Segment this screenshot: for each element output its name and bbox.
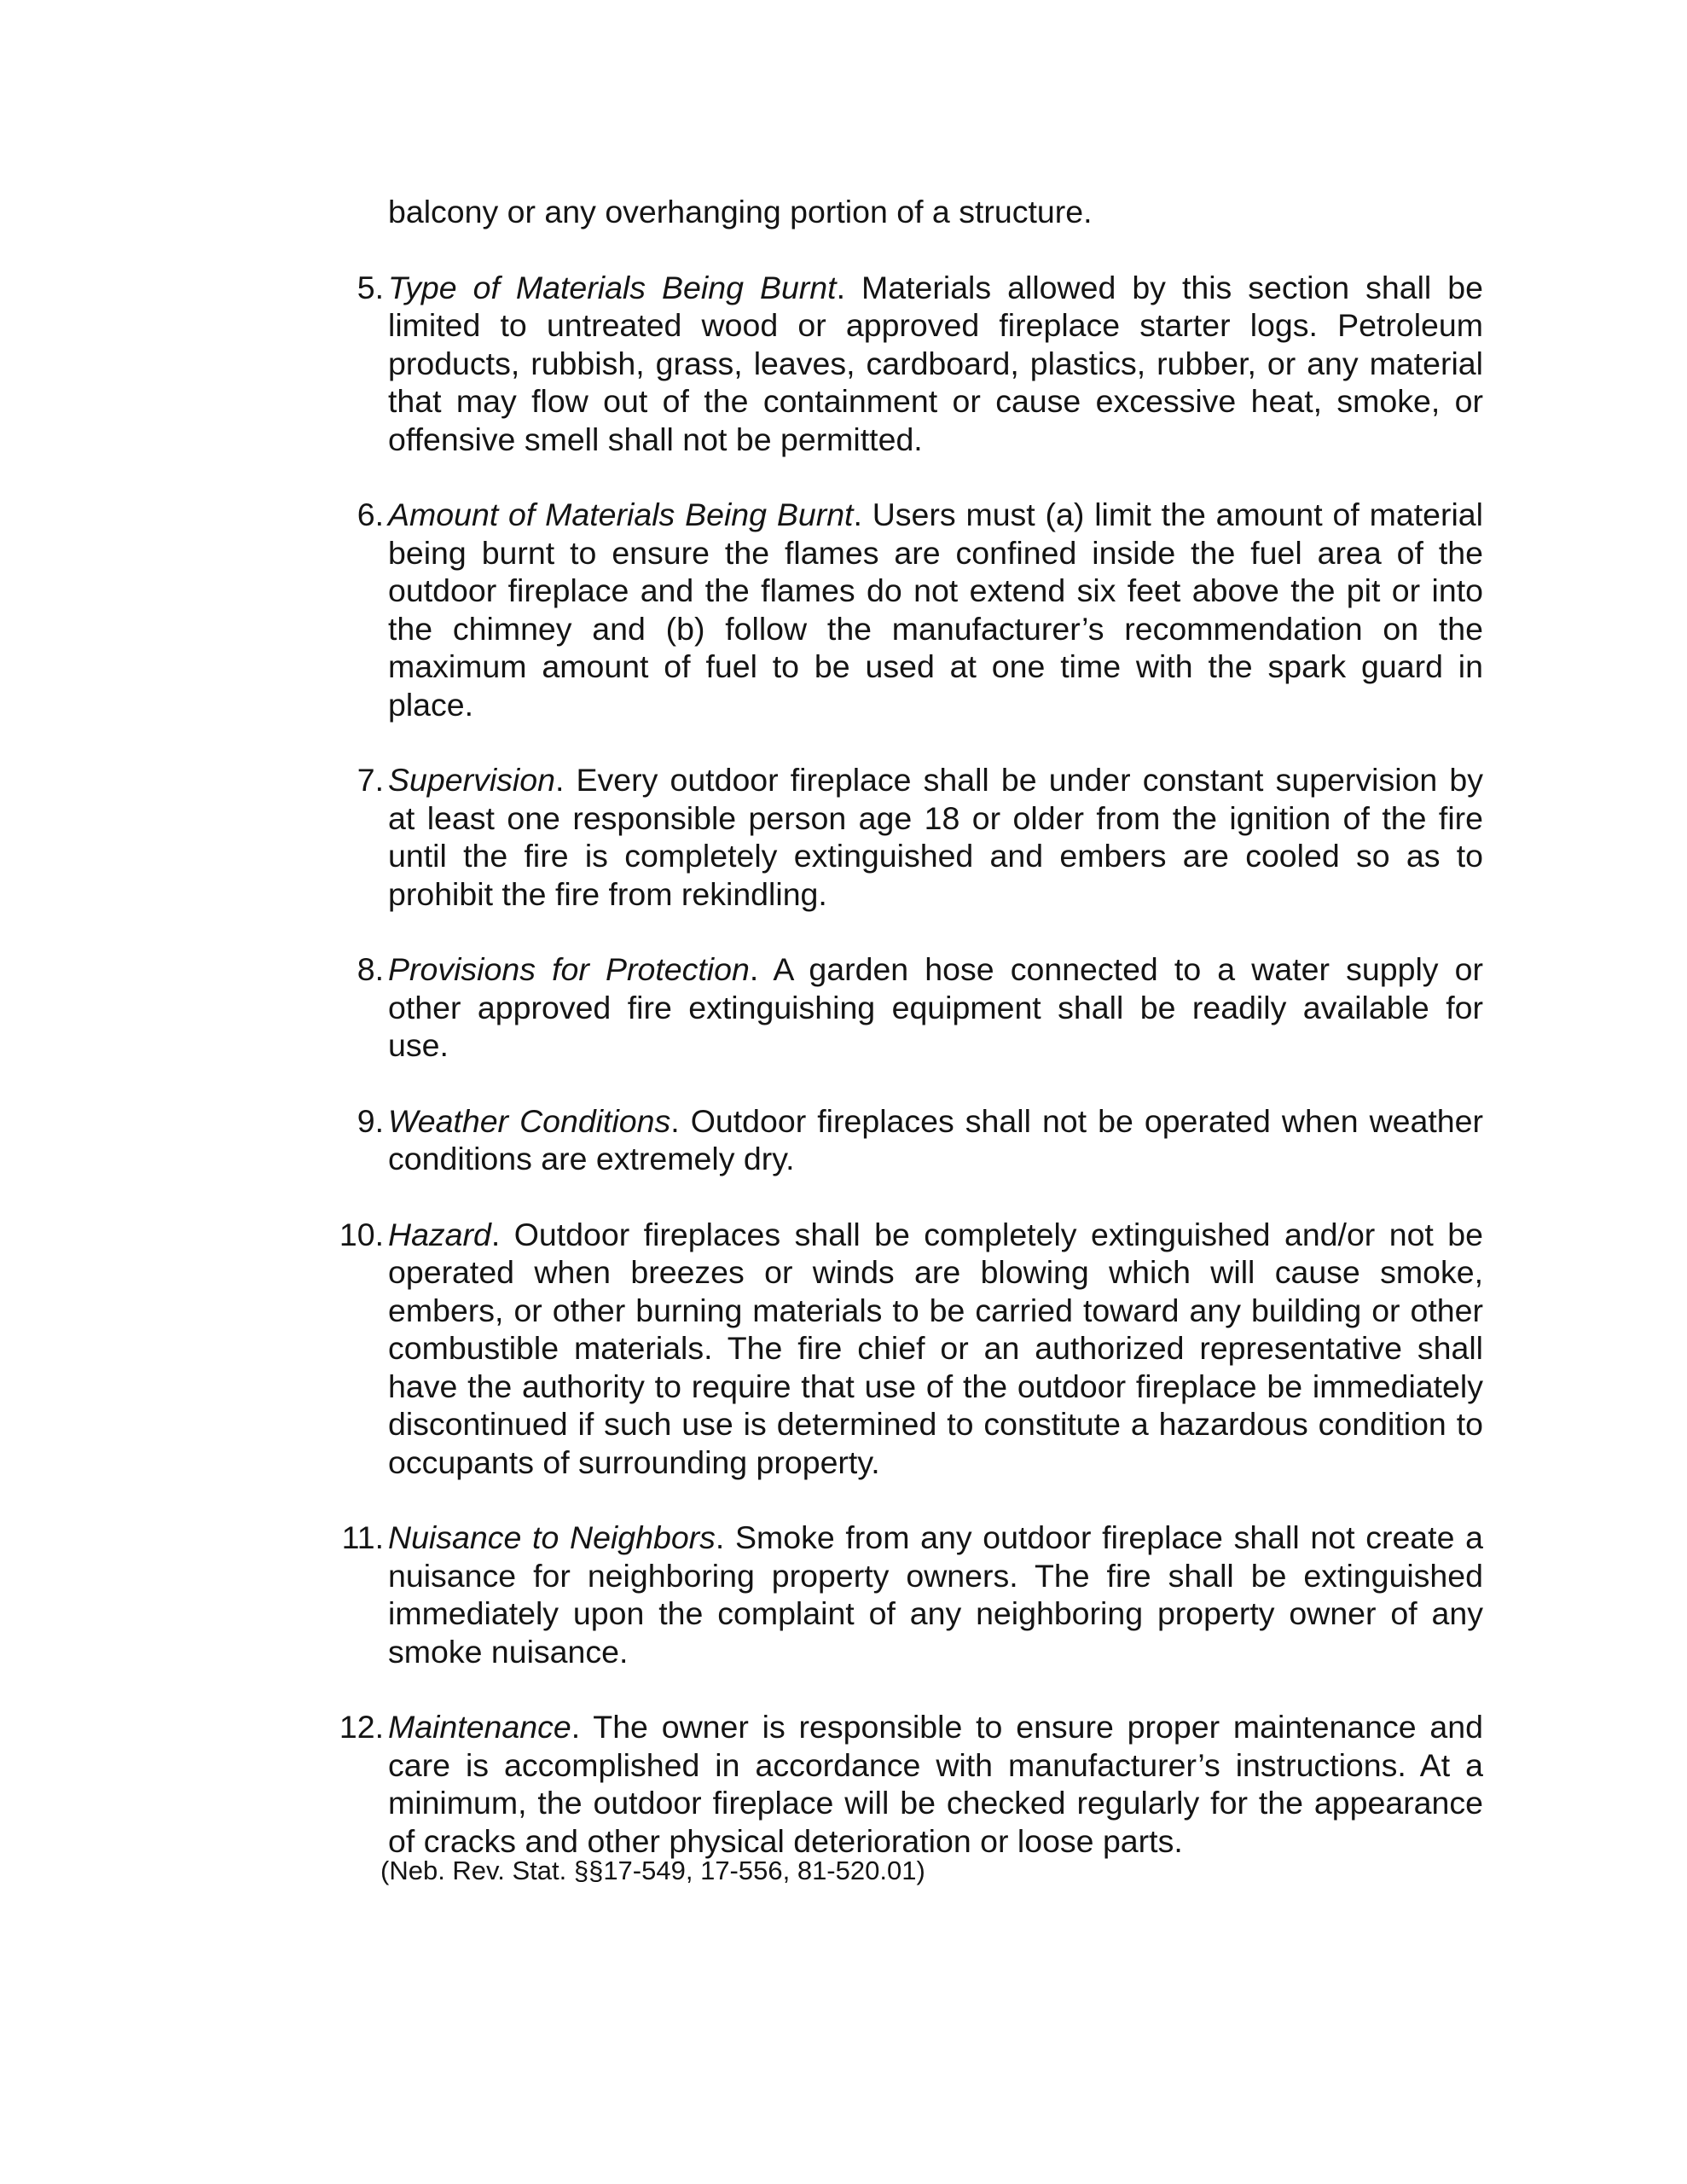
item-body: . A garden hose connected to a water supply or other approved fire extinguishing equipment shall be readily available for use. [388, 951, 1483, 1063]
list-item-8 [328, 950, 1483, 1065]
list-item-7 [328, 761, 1483, 913]
item-body: . Users must (a) limit the amount of material being burnt to ensure the flames are confined inside the fuel area of the outdoor fireplace and the flames do not extend six feet above the pit or into the chimney and (b) follow the manufacturer’s recommendation on the maximum amount of fuel to be used at one time with the spark guard in place. [388, 497, 1483, 723]
item-number: 6. [357, 497, 384, 532]
item-heading: Amount of Materials Being Burnt [388, 497, 854, 532]
item-heading: Supervision [388, 762, 555, 798]
item-heading: Provisions for Protection [388, 951, 750, 987]
item-heading: Type of Materials Being Burnt [388, 269, 837, 305]
item-body: . Outdoor fireplaces shall not be operated when weather conditions are extremely dry. [388, 1102, 1484, 1176]
statute-citation: (Neb. Rev. Stat. §§17-549, 17-556, 81-520.01) [380, 1856, 925, 1885]
list-item-11 [328, 1519, 1483, 1670]
item-number: 10. [339, 1216, 384, 1252]
item-number: 5. [357, 269, 384, 305]
item-body: . Smoke from any outdoor fireplace shall not create a nuisance for neighboring property owners. The fire shall be extinguished immediately upon the complaint of any neighboring property owner of any smoke nuisance. [388, 1519, 1483, 1670]
item-heading: Nuisance to Neighbors [388, 1519, 716, 1555]
list-item-9 [328, 1102, 1483, 1178]
item-number: 9. [357, 1102, 384, 1139]
item-heading: Hazard [388, 1216, 491, 1252]
item-body: . Outdoor fireplaces shall be completely extinguished and/or not be operated when breezes or winds are blowing which will cause smoke, embers, or other burning materials to be carried toward any building or other combustible materials. The fire chief or an authorized representative shall have the authority to require that use of the outdoor fireplace be immediately discontinued if such use is determined to constitute a hazardous condition to occupants of surrounding property. [388, 1216, 1483, 1480]
item-heading: Weather Conditions [388, 1102, 671, 1139]
list-item-10 [328, 1216, 1483, 1482]
item-body: . The owner is responsible to ensure proper maintenance and care is accomplished in accordance with manufacturer’s instructions. At a minimum, the outdoor fireplace will be checked regularly for the appearance of cracks and other physical deterioration or loose parts. [388, 1709, 1483, 1859]
item-body: . Every outdoor fireplace shall be under constant supervision by at least one responsible person age 18 or older from the ignition of the fire until the fire is completely extinguished and embers are cooled so as to prohibit the fire from rekindling. [388, 762, 1483, 912]
list-item-12 [328, 1708, 1483, 1860]
item-number: 11. [341, 1519, 384, 1555]
list-item-6 [328, 496, 1483, 723]
item-number: 7. [357, 762, 384, 798]
item-number: 12. [339, 1709, 384, 1745]
document-body [328, 193, 1483, 1887]
list-item-5 [328, 269, 1483, 459]
item-number: 8. [357, 951, 384, 987]
item-heading: Maintenance [388, 1709, 571, 1745]
item-body: . Materials allowed by this section shall be limited to untreated wood or approved fireplace starter logs. Petroleum products, rubbish, grass, leaves, cardboard, plastics, rubber, or any material that may flow out of the containment or cause excessive heat, smoke, or offensive smell shall not be permitted. [388, 269, 1483, 457]
continuation-paragraph: balcony or any overhanging portion of a structure. [388, 194, 1093, 229]
